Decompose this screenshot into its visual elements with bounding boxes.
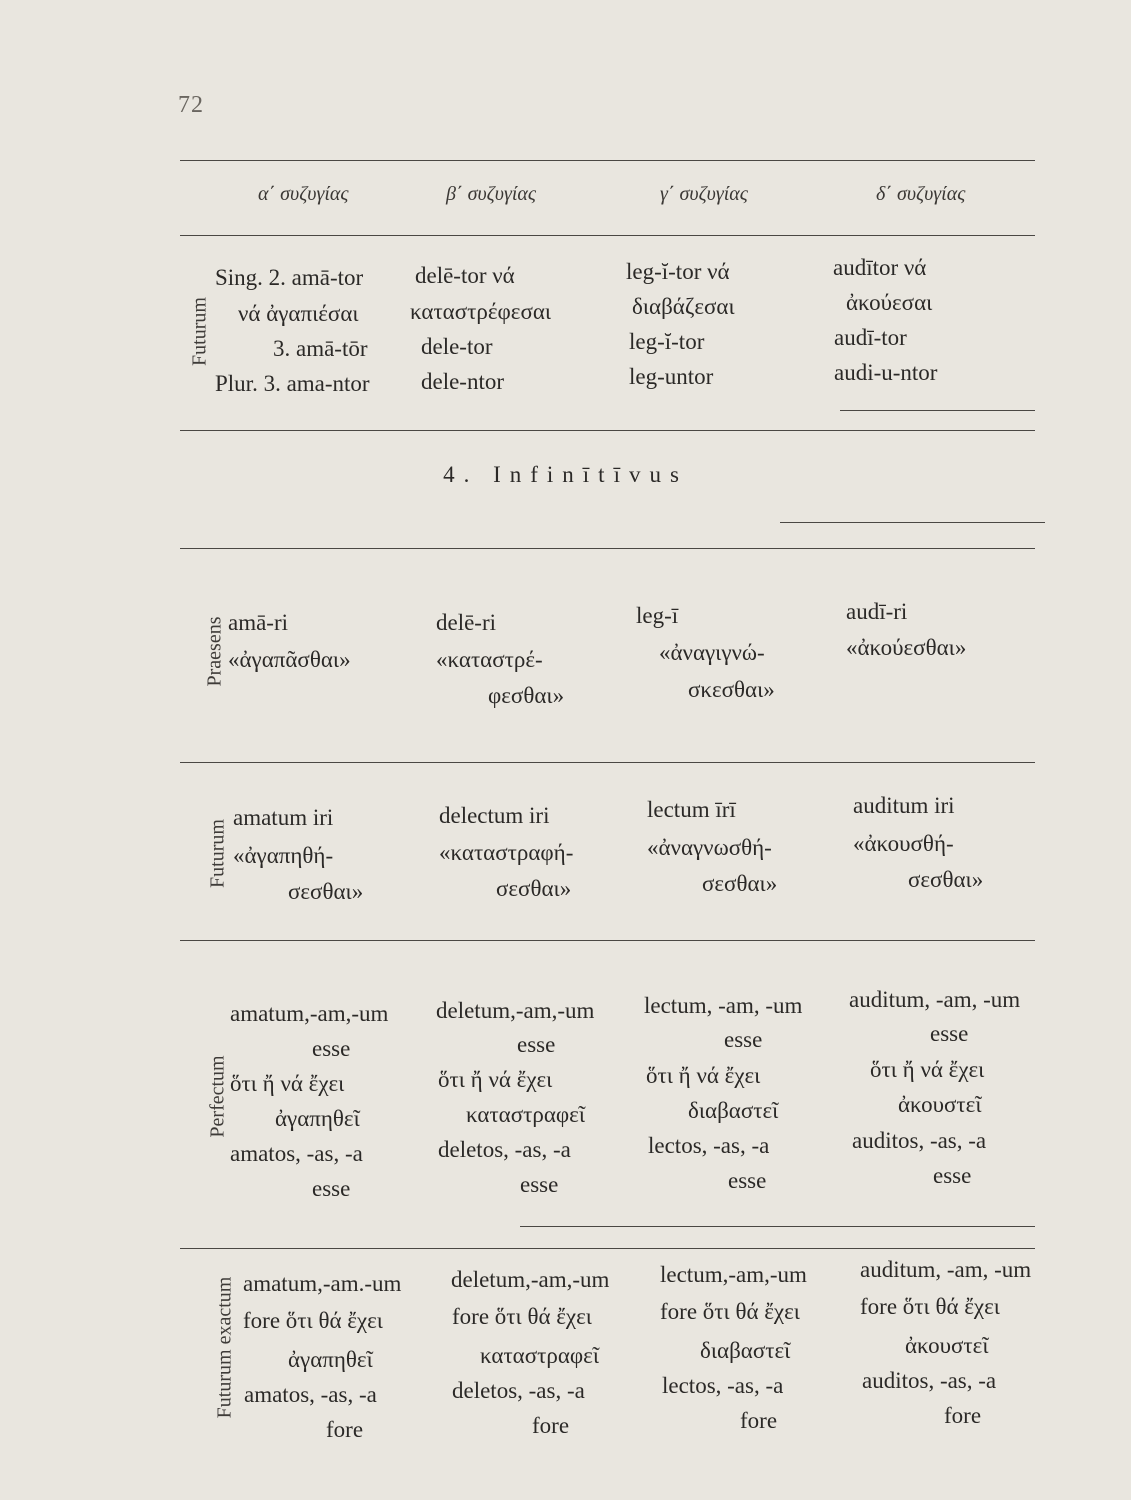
futurum-r3-c3: leg-ĭ-tor [629,329,705,354]
section-title-infinitivus: 4. Infinītīvus [443,462,688,487]
perfectum-bottom-rule-1 [520,1226,1035,1227]
futurum-r2-c3: διαβάζεσαι [632,294,735,319]
futurum-r1-c1: Sing. 2. amā-tor [215,265,364,290]
praesens-c1-l2: «ἀγαπᾶσθαι» [228,647,351,672]
perf-c2-l5: deletos, -as, -a [438,1137,571,1162]
perf-c4-l5: auditos, -as, -a [852,1128,987,1153]
perf-c4-l4: ἀκουστεῖ [898,1092,982,1117]
perf-c4-l6: esse [933,1163,972,1188]
futex-c4-l1: auditum, -am, -um [860,1257,1032,1282]
futex-c2-l4: deletos, -as, -a [452,1378,585,1403]
perf-c2-l2: esse [517,1032,556,1057]
section-rule-top [180,430,1035,431]
futurum-bottom-rule [840,410,1035,411]
perf-c2-l6: esse [520,1172,559,1197]
futex-c2-l2: fore ὅτι θά ἔχει [452,1304,592,1329]
perf-c3-l5: lectos, -as, -a [648,1133,770,1158]
futurum-r2-c1: νά ἀγαπιέσαι [238,301,359,326]
section-rule-bottom-1 [780,522,1045,523]
perf-c3-l2: esse [724,1027,763,1052]
futurum-r3-c4: audī-tor [834,325,907,350]
futurum-r2-c4: ἀκούεσαι [846,290,933,315]
futex-c4-l5: fore [944,1403,982,1428]
futinf-c4-l3: σεσθαι» [908,867,984,892]
futex-c1-l1: amatum,-am.-um [243,1271,402,1296]
futinf-c1-l2: «ἀγαπηθή- [233,843,334,868]
futurum-r4-c1: Plur. 3. ama-ntor [215,371,370,396]
futurum-infinitive-bottom-rule [180,940,1035,941]
futex-c3-l2: fore ὅτι θά ἔχει [660,1299,800,1324]
futinf-c4-l2: «ἀκουσθή- [853,831,954,856]
futinf-c2-l3: σεσθαι» [496,876,572,901]
perf-c2-l3: ὅτι ἤ νά ἔχει [438,1067,553,1092]
perf-c3-l4: διαβαστεῖ [688,1098,779,1123]
futinf-c3-l2: «ἀναγνωσθή- [647,835,772,860]
praesens-c2-l3: φεσθαι» [488,683,565,708]
praesens-c1-l1: amā-ri [228,610,289,635]
futex-c3-l1: lectum,-am,-um [660,1262,807,1287]
praesens-c3-l3: σκεσθαι» [688,677,775,702]
perf-c1-l2: esse [312,1036,351,1061]
futurum-r4-c3: leg-untor [629,364,714,389]
futurum-r1-c3: leg-ĭ-tor νά [626,259,730,284]
praesens-c3-l2: «ἀναγιγνώ- [659,640,765,665]
side-label-praesens: Praesens [203,616,226,687]
futex-c1-l4: amatos, -as, -a [244,1382,377,1407]
header-conj-4: δ΄ συζυγίας [876,183,966,205]
praesens-c4-l1: audī-ri [846,599,908,624]
futex-c4-l4: auditos, -as, -a [862,1368,997,1393]
futurum-r3-c1: 3. amā-tōr [273,336,368,361]
futex-c1-l3: ἀγαπηθεῖ [288,1347,373,1372]
header-conj-3: γ΄ συζυγίας [660,183,748,205]
futinf-c4-l1: auditum iri [853,793,955,818]
futex-c2-l5: fore [532,1413,570,1438]
perf-c1-l3: ὅτι ἤ νά ἔχει [230,1071,345,1096]
futinf-c3-l3: σεσθαι» [702,871,778,896]
praesens-c4-l2: «ἀκούεσθαι» [846,635,967,660]
perf-c4-l2: esse [930,1021,969,1046]
futinf-c2-l1: delectum iri [439,803,550,828]
futinf-c1-l3: σεσθαι» [288,879,364,904]
perf-c3-l6: esse [728,1168,767,1193]
side-label-futurum: Futurum [188,297,211,366]
praesens-c2-l2: «καταστρέ- [436,647,543,672]
futinf-c2-l2: «καταστραφή- [439,840,574,865]
futex-c3-l3: διαβαστεῖ [700,1338,791,1363]
header-rule [180,235,1035,236]
futurum-r4-c2: dele-ntor [421,369,505,394]
futex-c4-l2: fore ὅτι θά ἔχει [860,1294,1000,1319]
praesens-bottom-rule [180,762,1035,763]
futurum-r4-c4: audi-u-ntor [834,360,938,385]
perf-c1-l5: amatos, -as, -a [230,1141,363,1166]
perf-c3-l1: lectum, -am, -um [644,993,803,1018]
futinf-c3-l1: lectum īrī [647,797,736,822]
side-label-futurum-exactum: Futurum exactum [213,1276,236,1419]
praesens-c3-l1: leg-ī [636,603,679,628]
perf-c3-l3: ὅτι ἤ νά ἔχει [646,1063,761,1088]
side-label-perfectum: Perfectum [206,1055,229,1138]
futex-c2-l3: καταστραφεῖ [480,1343,600,1368]
perf-c1-l1: amatum,-am,-um [230,1001,389,1026]
page-number: 72 [178,92,204,118]
perf-c2-l4: καταστραφεῖ [466,1102,586,1127]
side-label-futurum-infinitive: Futurum [206,819,229,888]
header-conj-2: β΄ συζυγίας [446,183,536,205]
perfectum-bottom-rule-2 [180,1248,1035,1249]
futex-c2-l1: deletum,-am,-um [451,1267,610,1292]
top-rule [180,160,1035,161]
futurum-r1-c4: audītor νά [833,255,927,280]
section-rule-bottom-2 [180,548,1035,549]
futurum-r3-c2: dele-tor [421,334,493,359]
futex-c1-l5: fore [326,1417,364,1442]
perf-c4-l3: ὅτι ἤ νά ἔχει [870,1057,985,1082]
perf-c1-l6: esse [312,1176,351,1201]
futex-c3-l5: fore [740,1408,778,1433]
perf-c4-l1: auditum, -am, -um [849,987,1021,1012]
futinf-c1-l1: amatum iri [233,805,334,830]
perf-c1-l4: ἀγαπηθεῖ [275,1106,360,1131]
futurum-r2-c2: καταστρέφεσαι [410,299,552,324]
praesens-c2-l1: delē-ri [436,610,497,635]
header-conj-1: α΄ συζυγίας [258,183,349,205]
futurum-r1-c2: delē-tor νά [415,263,515,288]
futex-c3-l4: lectos, -as, -a [662,1373,784,1398]
futex-c4-l3: ἀκουστεῖ [905,1333,989,1358]
perf-c2-l1: deletum,-am,-um [436,998,595,1023]
futex-c1-l2: fore ὅτι θά ἔχει [243,1308,383,1333]
